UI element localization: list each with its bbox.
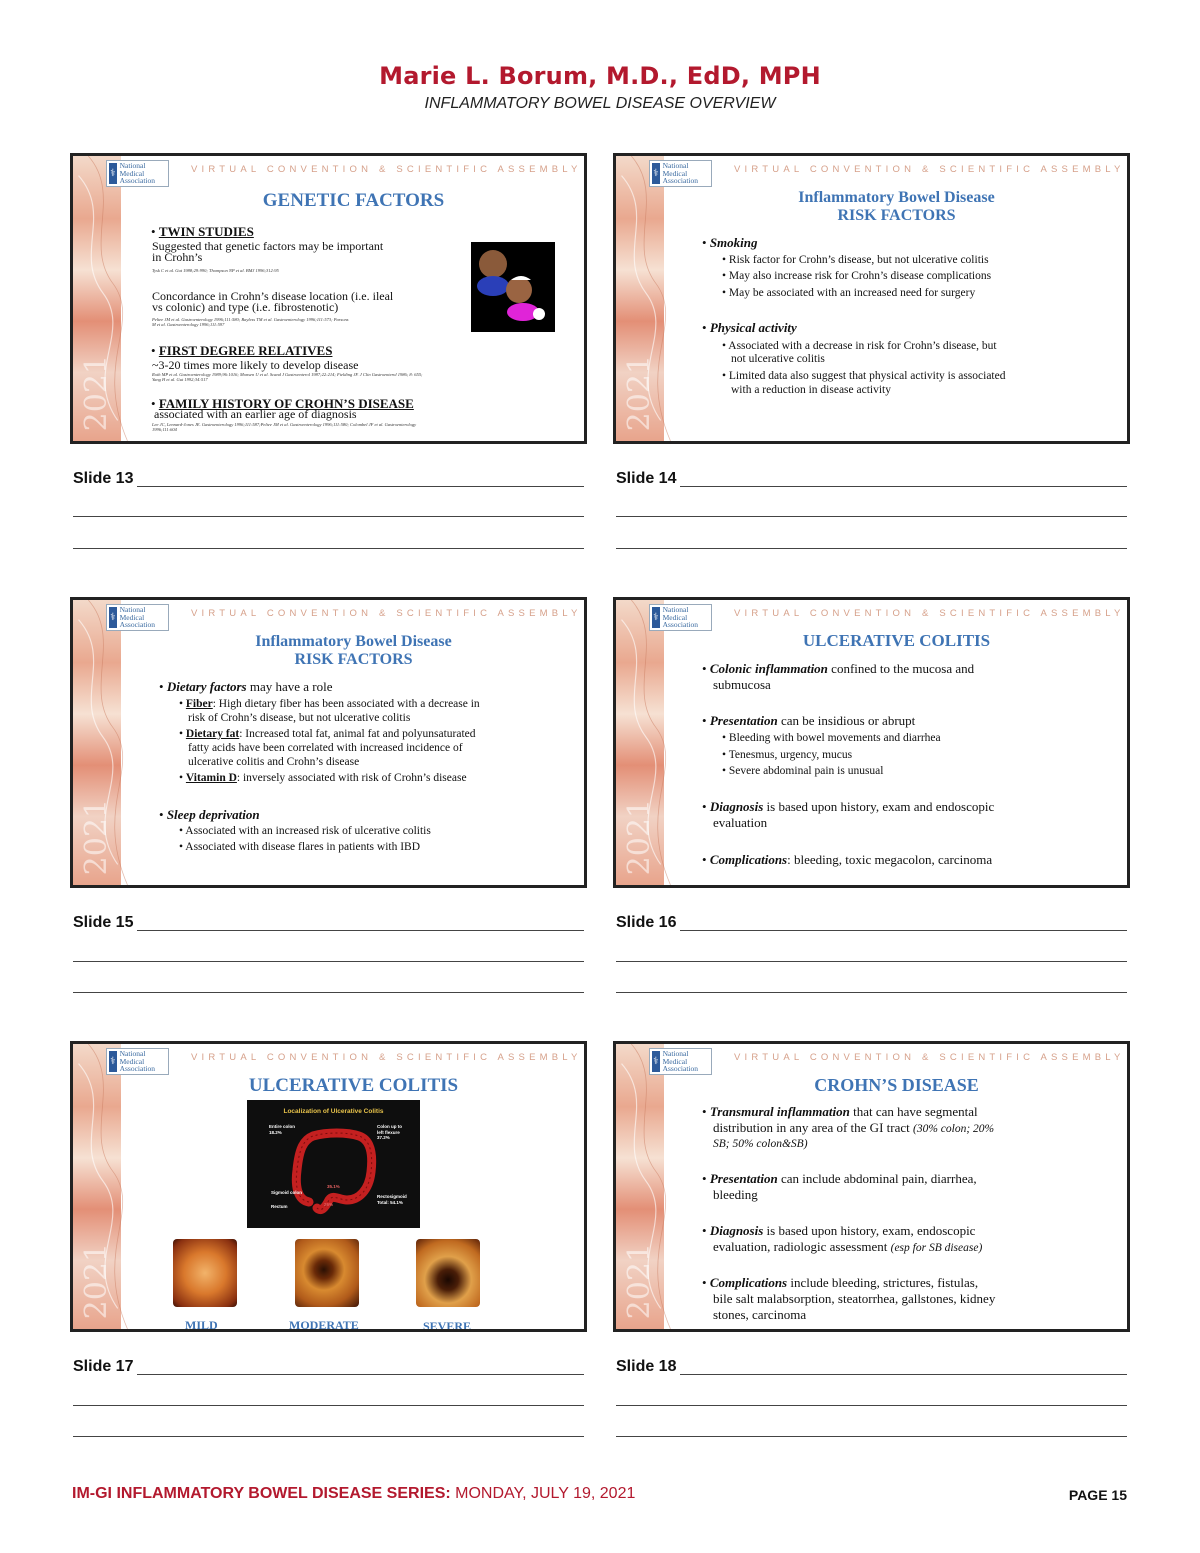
note-line[interactable] [137, 486, 584, 487]
convention-banner: VIRTUAL CONVENTION & SCIENTIFIC ASSEMBLY [734, 608, 1125, 619]
slide-label: Slide 14 [616, 470, 677, 487]
note-line[interactable] [680, 1374, 1127, 1375]
slide-title: ULCERATIVE COLITIS [248, 1075, 459, 1096]
bullet-cont: stones, carcinoma [713, 1307, 807, 1322]
slide-label: Slide 17 [73, 1358, 134, 1375]
note-line[interactable] [73, 1405, 584, 1406]
note-line[interactable] [616, 992, 1127, 993]
sub-bullet: • Severe abdominal pain is unusual [722, 765, 884, 777]
bullet-cont: evaluation [713, 815, 768, 830]
text-line: Concordance in Crohn’s disease location (i.e. ileal [152, 289, 394, 303]
sub-bullet-cont: with a reduction in disease activity [731, 384, 891, 396]
label-rectosigmoid: Rectosigmoid Total: 54.1% [377, 1194, 407, 1205]
endoscopy-severe [416, 1239, 480, 1307]
footer-date: MONDAY, JULY 19, 2021 [450, 1485, 636, 1502]
convention-banner: VIRTUAL CONVENTION & SCIENTIFIC ASSEMBLY [734, 1052, 1125, 1063]
label-moderate: MODERATE [289, 1318, 359, 1332]
caduceus-icon: ⚕ [652, 607, 660, 628]
reference: M et al. Gastroenterology 1996;111:597 [152, 322, 225, 327]
bullet-dietary: • Dietary factors may have a role [159, 679, 333, 694]
caduceus-icon: ⚕ [652, 1051, 660, 1072]
bullet-smoking: • Smoking [702, 235, 758, 250]
slide-14 [613, 153, 1130, 444]
nma-logo-text: National Medical Association [662, 604, 699, 630]
sub-bullet: • May also increase risk for Crohn’s disease complications [722, 270, 992, 282]
note-line[interactable] [73, 961, 584, 962]
note-line[interactable] [137, 1374, 584, 1375]
reference: 1996;111:604 [152, 427, 177, 432]
label-pct-sigmoid: 35.1% [327, 1184, 340, 1189]
label-entire-colon: Entire colon 18.2% [269, 1124, 296, 1135]
bullet-cont: submucosa [713, 677, 771, 692]
bullet-first-degree: • FIRST DEGREE RELATIVES [151, 343, 333, 358]
reference: Peltee JM et al. Gastroenterology 1996;111:580; Bayless TM et al. Gastroenterology 1996;111:573; Parsons [152, 317, 349, 322]
bullet-complications: • Complications include bleeding, strictures, fistulas, [702, 1275, 979, 1290]
slide-title: RISK FACTORS [294, 651, 413, 668]
sub-bullet: • Associated with an increased risk of ulcerative colitis [179, 825, 431, 837]
slide-title: CROHN’S DISEASE [814, 1075, 979, 1095]
label-mild: MILD [185, 1318, 218, 1332]
page-header [0, 62, 1200, 113]
babies-illustration [471, 242, 555, 332]
note-line[interactable] [73, 992, 584, 993]
note-line[interactable] [137, 930, 584, 931]
sub-bullet-cont: fatty acids have been correlated with increased incidence of [188, 742, 463, 754]
note-line[interactable] [616, 516, 1127, 517]
sub-bullet: • Limited data also suggest that physical activity is associated [722, 370, 1006, 382]
reference: Yang H et al. Gut 1992;34:517 [152, 377, 208, 382]
slide-label: Slide 15 [73, 914, 134, 931]
text-line: in Crohn’s [152, 250, 203, 264]
slide-title: Inflammatory Bowel Disease [255, 633, 452, 650]
note-line[interactable] [680, 930, 1127, 931]
nma-logo-text: National Medical Association [119, 160, 156, 186]
slide-title: RISK FACTORS [837, 207, 956, 224]
sub-bullet: • Tenesmus, urgency, mucus [722, 749, 853, 761]
endoscopy-mild [173, 1239, 237, 1307]
sub-bullet-cont: not ulcerative colitis [731, 353, 825, 365]
decorative-year: 2021 [622, 798, 657, 875]
decorative-year: 2021 [79, 354, 114, 431]
endoscopy-moderate [295, 1239, 359, 1307]
decorative-year: 2021 [622, 1242, 657, 1319]
bullet-cont: bile salt malabsorption, steatorrhea, gallstones, kidney [713, 1291, 996, 1306]
slide-title: GENETIC FACTORS [262, 190, 445, 211]
note-line[interactable] [73, 548, 584, 549]
bullet-cont: SB; 50% colon&SB) [713, 1138, 808, 1150]
note-line[interactable] [616, 1436, 1127, 1437]
decorative-year: 2021 [79, 798, 114, 875]
reference: Roth MP et al. Gastroenterology 1989;96:1016; Monsen U et al. Scand J Gastroenterol 1987;22:214; Fielding JF. J Clin Gastroenterol 1986; 8: 655; [152, 372, 423, 377]
convention-banner: VIRTUAL CONVENTION & SCIENTIFIC ASSEMBLY [191, 164, 582, 175]
slide-18 [613, 1041, 1130, 1332]
caduceus-icon: ⚕ [652, 163, 660, 184]
text-line: ~3-20 times more likely to develop disease [152, 358, 359, 372]
page-subtitle: INFLAMMATORY BOWEL DISEASE OVERVIEW [424, 95, 776, 112]
bullet-cont: distribution in any area of the GI tract (30% colon; 20% [713, 1120, 995, 1135]
label-pct-rectum: 26% [324, 1202, 334, 1207]
bullet-diagnosis: • Diagnosis is based upon history, exam, endoscopic [702, 1223, 976, 1238]
slide-label: Slide 18 [616, 1358, 677, 1375]
sub-bullet: • Bleeding with bowel movements and diarrhea [722, 732, 941, 744]
footer-series [72, 1485, 635, 1503]
convention-banner: VIRTUAL CONVENTION & SCIENTIFIC ASSEMBLY [734, 164, 1125, 175]
text-line: Suggested that genetic factors may be important [152, 239, 384, 253]
slide-label: Slide 16 [616, 914, 677, 931]
nma-logo-text: National Medical Association [662, 1048, 699, 1074]
caduceus-icon: ⚕ [109, 1051, 117, 1072]
sub-bullet: • May be associated with an increased need for surgery [722, 287, 976, 299]
label-left-flexure: Colon up to left flexure 37.2% [377, 1124, 402, 1140]
page-number: PAGE 15 [1068, 1487, 1127, 1503]
bullet-family-history: • FAMILY HISTORY OF CROHN’S DISEASE [151, 396, 414, 411]
slide-16 [613, 597, 1130, 888]
nma-logo-text: National Medical Association [119, 1048, 156, 1074]
nma-logo-text: National Medical Association [662, 160, 699, 186]
bullet-colonic-inflammation: • Colonic inflammation confined to the mucosa and [702, 661, 975, 676]
reference: Tysk C et al. Gut 1988;29:990; Thompson NP et al. BMJ 1996;312:95 [152, 268, 279, 273]
figure-title: Localization of Ulcerative Colitis [283, 1108, 384, 1115]
convention-banner: VIRTUAL CONVENTION & SCIENTIFIC ASSEMBLY [191, 608, 582, 619]
sub-bullet-cont: ulcerative colitis and Crohn’s disease [188, 756, 360, 768]
note-line[interactable] [73, 516, 584, 517]
convention-banner: VIRTUAL CONVENTION & SCIENTIFIC ASSEMBLY [191, 1052, 582, 1063]
slide-17 [70, 1041, 587, 1332]
footer-series-name: IM-GI INFLAMMATORY BOWEL DISEASE SERIES: [72, 1485, 451, 1502]
nma-logo-text: National Medical Association [119, 604, 156, 630]
bullet-complications: • Complications: bleeding, toxic megacolon, carcinoma [702, 852, 993, 867]
slide-15 [70, 597, 587, 888]
text-line: vs colonic) and type (i.e. fibrostenotic) [152, 300, 339, 314]
bullet-physical-activity: • Physical activity [702, 320, 797, 335]
caduceus-icon: ⚕ [109, 163, 117, 184]
note-line[interactable] [616, 1405, 1127, 1406]
sub-bullet-fat: • Dietary fat: Increased total fat, animal fat and polyunsaturated [179, 728, 476, 740]
decorative-year: 2021 [79, 1242, 114, 1319]
sub-bullet: • Associated with disease flares in patients with IBD [179, 841, 421, 853]
sub-bullet-fiber: • Fiber: High dietary fiber has been associated with a decrease in [179, 698, 480, 710]
note-line[interactable] [680, 486, 1127, 487]
sub-bullet: • Associated with a decrease in risk for Crohn’s disease, but [722, 340, 997, 352]
nma-logo [106, 1048, 169, 1075]
slide-13 [70, 153, 587, 444]
caduceus-icon: ⚕ [109, 607, 117, 628]
bullet-diagnosis: • Diagnosis is based upon history, exam and endoscopic [702, 799, 995, 814]
label-severe: SEVERE [423, 1319, 472, 1332]
sub-bullet-vitd: • Vitamin D: inversely associated with risk of Crohn’s disease [179, 772, 467, 784]
note-line[interactable] [616, 548, 1127, 549]
label-sigmoid: Sigmoid colon [271, 1190, 302, 1195]
text-line: associated with an earlier age of diagnosis [154, 407, 357, 421]
bullet-cont: evaluation, radiologic assessment (esp for SB disease) [713, 1239, 983, 1254]
bullet-cont: bleeding [713, 1187, 758, 1202]
uc-localization-figure [247, 1100, 420, 1228]
page-author: Marie L. Borum, M.D., EdD, MPH [379, 62, 821, 90]
bullet-twin-studies: • TWIN STUDIES [151, 224, 254, 239]
bullet-presentation: • Presentation can be insidious or abrupt [702, 713, 916, 728]
decorative-year: 2021 [622, 354, 657, 431]
slide-label: Slide 13 [73, 470, 134, 487]
slide-title: ULCERATIVE COLITIS [802, 631, 991, 650]
sub-bullet: • Risk factor for Crohn’s disease, but not ulcerative colitis [722, 254, 989, 266]
slide-title: Inflammatory Bowel Disease [798, 189, 995, 206]
reference: Lee JC, Lennard-Jones JE. Gastroenterology 1996;111:587;Peltee JM et al. Gastroenterology 1996;111:580; Colombel JF et al. Gastroenterology [152, 422, 417, 427]
bullet-sleep: • Sleep deprivation [159, 807, 260, 822]
label-rectum: Rectum [271, 1204, 288, 1209]
note-line[interactable] [616, 961, 1127, 962]
note-line[interactable] [73, 1436, 584, 1437]
bullet-transmural: • Transmural inflammation that can have segmental [702, 1104, 978, 1119]
bullet-presentation: • Presentation can include abdominal pain, diarrhea, [702, 1171, 977, 1186]
sub-bullet-cont: risk of Crohn’s disease, but not ulcerative colitis [188, 712, 411, 724]
